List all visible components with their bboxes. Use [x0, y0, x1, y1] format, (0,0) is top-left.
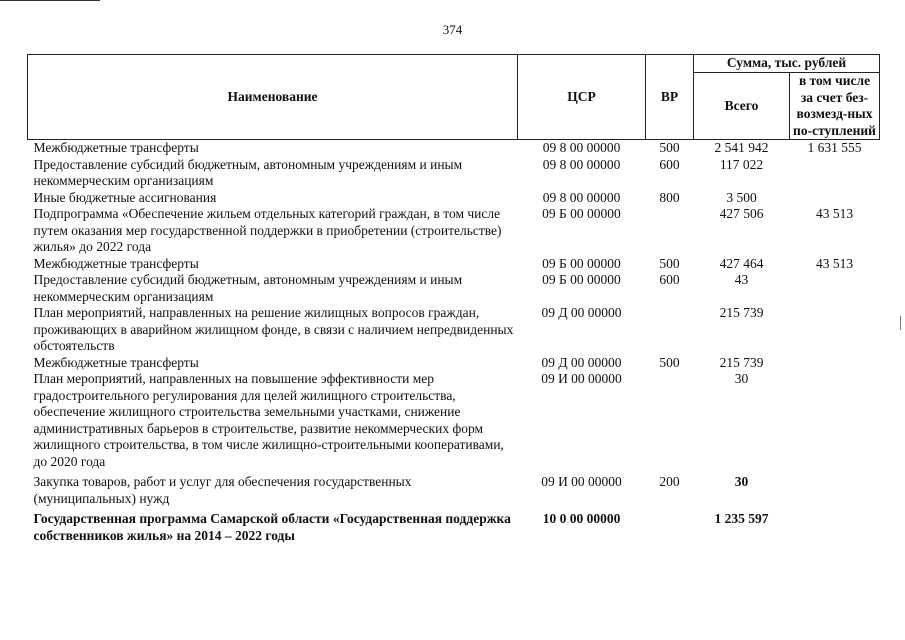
row-vr: 500: [659, 354, 680, 370]
row-total: 215 739: [719, 305, 764, 320]
row-incl: [790, 355, 880, 372]
page-number: 374: [442, 22, 463, 37]
row-incl: [790, 470, 880, 507]
row-csr: 09 И 00 00000: [541, 371, 622, 386]
row-total: 427 506: [719, 206, 764, 221]
header-name: Наименование: [28, 55, 518, 140]
row-csr: 09 8 00 00000: [542, 156, 621, 172]
row-name: Государственная программа Самарской области «Государственная поддержка собственников жилья» на 2014 – 2022 годы: [33, 511, 511, 543]
row-name: Предоставление субсидий бюджетным, автономным учреждениям и иным некоммерческим организациям: [33, 272, 463, 304]
header-incl: в том числе за счет без-возмезд-ных по-ступлений: [790, 73, 880, 140]
row-vr: 800: [659, 189, 680, 205]
row-vr: [646, 305, 694, 355]
table-row: [28, 256, 880, 273]
row-total: 43: [734, 272, 749, 287]
row-csr: 09 Б 00 00000: [542, 206, 621, 221]
header-sum: Сумма, тыс. рублей: [694, 55, 880, 73]
row-incl: 43 513: [815, 206, 854, 221]
row-csr: 09 Б 00 00000: [542, 272, 621, 287]
table-row: [28, 355, 880, 372]
row-name: Межбюджетные трансферты: [33, 140, 199, 155]
row-incl: [790, 371, 880, 470]
row-name: Предоставление субсидий бюджетным, автономным учреждениям и иным некоммерческим организациям: [33, 156, 463, 188]
row-total: 117 022: [719, 156, 764, 172]
row-name: План мероприятий, направленных на повышение эффективности мер градостроительного регулирования для целей жилищного строительства, обеспечение жилищного строительства земельными участками, снижение административных барьеров в строительстве, развитие некоммерческих форм жилищного строительства, в том числе жилищно-строительными кооперативами, до 2020 года: [33, 371, 504, 469]
row-total: 215 739: [719, 354, 764, 370]
row-vr: 600: [659, 272, 680, 287]
table-row: [28, 157, 880, 190]
row-csr: 09 Д 00 00000: [541, 354, 622, 370]
row-name: Закупка товаров, работ и услуг для обеспечения государственных (муниципальных) нужд: [33, 474, 412, 506]
row-incl: 43 513: [815, 255, 854, 271]
row-incl: [790, 507, 880, 544]
header-vr: ВР: [646, 55, 694, 140]
row-vr: [646, 371, 694, 470]
row-total: 30: [734, 371, 749, 386]
table-row: [28, 470, 880, 507]
table-row: [28, 140, 880, 157]
row-csr: 10 0 00 00000: [542, 511, 621, 526]
row-csr: 09 8 00 00000: [542, 140, 621, 155]
row-vr: 600: [659, 156, 680, 172]
row-csr: 09 Б 00 00000: [542, 255, 621, 271]
row-total: 3 500: [726, 189, 757, 205]
table-header: [28, 55, 880, 140]
row-incl: [790, 157, 880, 190]
row-vr: 200: [659, 474, 680, 489]
row-name: Подпрограмма «Обеспечение жильем отдельных категорий граждан, в том числе путем оказания мер государственной поддержки в приобретении (строительстве) жилья» до 2022 года: [33, 206, 502, 254]
table-row-program: [28, 507, 880, 544]
row-name: План мероприятий, направленных на решение жилищных вопросов граждан, проживающих в аварийном жилищном фонде, в связи с наличием непредвиденных обстоятельств: [33, 305, 514, 353]
row-vr: 500: [659, 255, 680, 271]
row-incl: [790, 305, 880, 355]
row-vr: 500: [659, 140, 680, 155]
row-name: Межбюджетные трансферты: [33, 255, 199, 271]
header-csr: ЦСР: [518, 55, 646, 140]
row-csr: 09 И 00 00000: [541, 474, 622, 489]
top-edge-rule: [0, 0, 100, 1]
row-csr: 09 8 00 00000: [542, 189, 621, 205]
row-name: Иные бюджетные ассигнования: [33, 189, 217, 205]
table-row: [28, 190, 880, 207]
row-total: 427 464: [719, 255, 764, 271]
table-row: [28, 206, 880, 256]
budget-table: [27, 54, 880, 544]
row-total: 30: [734, 474, 749, 489]
header-total: Всего: [694, 73, 790, 140]
edge-mark: [900, 316, 901, 330]
table-row: [28, 371, 880, 470]
row-incl: [790, 272, 880, 305]
table-row: [28, 305, 880, 355]
row-vr: [646, 206, 694, 256]
table-row: [28, 272, 880, 305]
row-incl: 1 631 555: [807, 140, 862, 155]
row-incl: [790, 190, 880, 207]
row-total: 2 541 942: [714, 140, 769, 155]
row-name: Межбюджетные трансферты: [33, 354, 199, 370]
row-csr: 09 Д 00 00000: [541, 305, 622, 320]
row-vr: [646, 507, 694, 544]
row-total: 1 235 597: [714, 511, 769, 526]
